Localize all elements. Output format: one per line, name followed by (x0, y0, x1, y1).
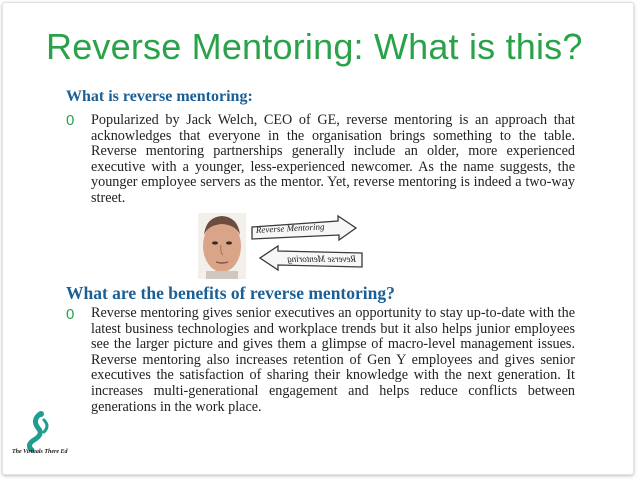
arrow-right-icon (252, 216, 356, 240)
section-text-what-is: Popularized by Jack Welch, CEO of GE, reverse mentoring is an approach that acknowledges that everyone in the organisation brings something to the table. Reverse mentoring partnerships generally include an older, more experienced executive with a younger, less-experienced newcomer. As the name suggests, the younger employee servers as the mentor. Yet, reverse mentoring is indeed a two-way street. (91, 112, 575, 206)
reverse-mentoring-illustration (198, 213, 368, 279)
man-face-image (198, 213, 246, 279)
arrow-label-bottom: Reverse Mentoring (287, 254, 356, 264)
slide-title: Reverse Mentoring: What is this? (46, 26, 583, 67)
arrow-label-top: Reverse Mentoring (255, 221, 325, 235)
logo-text: The Virtuals There Ed (12, 449, 68, 455)
bullet-marker: 0 (66, 112, 75, 129)
arrow-left-icon (260, 246, 362, 270)
bullet-marker: 0 (66, 306, 75, 323)
section-heading-what-is: What is reverse mentoring: (66, 88, 253, 105)
section-text-benefits: Reverse mentoring gives senior executives an opportunity to stay up-to-date with the latest business technologies and workplace trends but it also helps junior employees see the larger picture and gives them a glimpse of macro-level management issues. Reverse mentoring also increases retention of Gen Y employees and gives senior executives the satisfaction of sharing their knowledge with the next generation. It increases multi-generational engagement and helps reduce conflicts between generations in the work place. (91, 305, 575, 415)
section-heading-benefits: What are the benefits of reverse mentoring? (66, 283, 395, 303)
